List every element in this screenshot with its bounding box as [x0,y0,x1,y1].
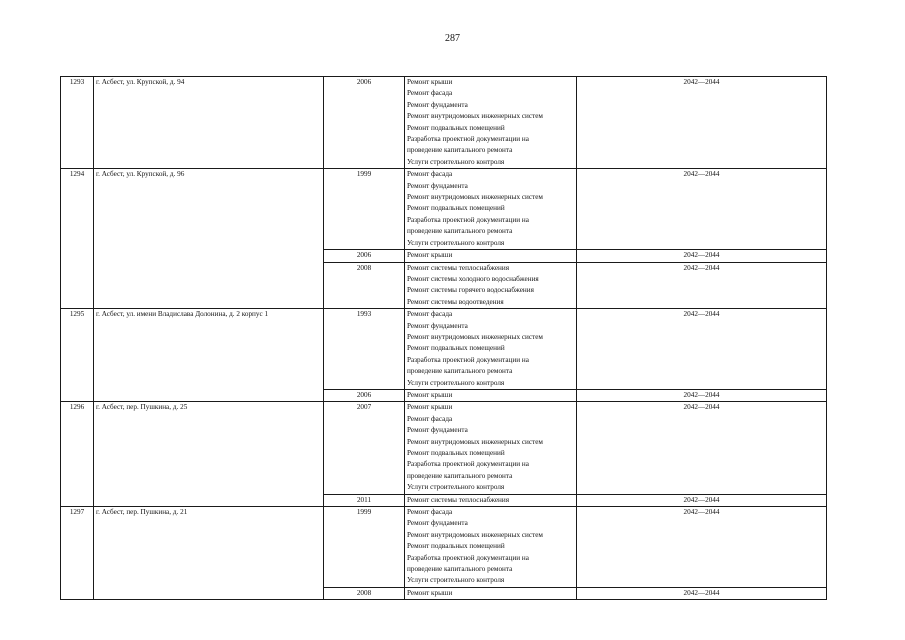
work-item: Ремонт фундамента [407,321,468,330]
work-list [405,262,577,309]
work-list [405,309,577,390]
work-item: Разработка проектной документации на [407,355,529,364]
work-item: Ремонт крыши [407,78,453,86]
table-row [61,77,827,169]
work-group-year: 2007 [324,402,405,494]
repair-period: 2042—2044 [577,77,827,169]
repair-period: 2042—2044 [577,262,827,309]
repair-period: 2042—2044 [577,494,827,506]
work-item: Ремонт подвальных помещений [407,123,505,132]
work-item: Ремонт фундамента [407,181,468,190]
record-number: 1296 [61,402,94,507]
work-item: проведение капитального ремонта [407,565,513,574]
record-address: г. Асбест, ул. Крупской, д. 96 [94,169,324,309]
work-item: Разработка проектной документации на [407,553,529,562]
table-row [61,169,827,250]
record-number: 1294 [61,169,94,309]
work-item: Ремонт системы горячего водоснабжения [407,286,534,295]
record-address: г. Асбест, ул. Крупской, д. 94 [94,77,324,169]
work-item: Ремонт подвальных помещений [407,542,505,551]
work-item: Ремонт фасада [407,310,453,319]
work-item: Ремонт фундамента [407,426,468,435]
work-item: Ремонт фасада [407,89,453,98]
work-group-year: 2008 [324,262,405,309]
work-item: проведение капитального ремонта [407,367,513,376]
work-item: Ремонт крыши [407,588,453,597]
work-item: Услуги строительного контроля [407,238,505,247]
repair-period: 2042—2044 [577,169,827,250]
work-item: Ремонт подвальных помещений [407,344,505,353]
work-group-year: 1993 [324,309,405,390]
work-group-year: 1999 [324,507,405,588]
work-item: Ремонт системы теплоснабжения [407,495,510,504]
record-address: г. Асбест, пер. Пушкина, д. 21 [94,507,324,600]
work-list [405,402,577,494]
work-item: Ремонт фундамента [407,100,468,109]
work-item: Разработка проектной документации на [407,135,529,144]
work-item: Разработка проектной документации на [407,460,529,469]
work-item: Услуги строительного контроля [407,483,505,492]
work-item: Ремонт внутридомовых инженерных систем [407,530,543,539]
work-item: Ремонт внутридомовых инженерных систем [407,193,543,202]
work-list [405,587,577,599]
work-item: проведение капитального ремонта [407,227,513,236]
work-item: Ремонт крыши [407,403,453,412]
repair-period: 2042—2044 [577,507,827,588]
work-item: Услуги строительного контроля [407,576,505,585]
work-item: Ремонт фасада [407,170,453,179]
work-item: Услуги строительного контроля [407,157,505,166]
repair-period: 2042—2044 [577,250,827,262]
work-list [405,389,577,401]
work-item: Ремонт фасада [407,508,453,517]
work-group-year: 2008 [324,587,405,599]
work-item: Ремонт крыши [407,390,453,399]
work-item: Ремонт внутридомовых инженерных систем [407,112,543,121]
repair-period: 2042—2044 [577,587,827,599]
work-list [405,507,577,588]
work-item: Ремонт фасада [407,414,453,423]
work-item: Ремонт системы теплоснабжения [407,263,510,272]
repair-period: 2042—2044 [577,389,827,401]
work-item: проведение капитального ремонта [407,146,513,155]
work-group-year: 2006 [324,77,405,169]
record-number: 1297 [61,507,94,600]
work-group-year: 2011 [324,494,405,506]
work-list [405,169,577,250]
work-list [405,77,577,169]
work-item: Ремонт внутридомовых инженерных систем [407,332,543,341]
table-body [61,77,827,600]
work-item: Ремонт подвальных помещений [407,204,505,213]
table-row [61,507,827,588]
work-group-year: 2006 [324,250,405,262]
work-item: Ремонт фундамента [407,519,468,528]
table-row [61,402,827,494]
work-item: Ремонт внутридомовых инженерных систем [407,437,543,446]
work-group-year: 1999 [324,169,405,250]
work-item: Ремонт подвальных помещений [407,449,505,457]
repair-schedule-table [60,76,827,600]
page-number: 287 [445,33,460,44]
repair-period: 2042—2044 [577,309,827,390]
record-address: г. Асбест, ул. имени Владислава Долонина, д. 2 корпус 1 [94,309,324,402]
work-item: Ремонт системы водоотведения [407,297,504,306]
work-list [405,494,577,506]
work-group-year: 2006 [324,389,405,401]
work-item: Ремонт крыши [407,251,453,260]
work-item: Ремонт системы холодного водоснабжения [407,274,539,283]
table-row [61,309,827,390]
work-item: Разработка проектной документации на [407,215,529,224]
record-number: 1295 [61,309,94,402]
work-item: проведение капитального ремонта [407,471,513,480]
work-list [405,250,577,262]
repair-period: 2042—2044 [577,402,827,494]
record-address: г. Асбест, пер. Пушкина, д. 25 [94,402,324,507]
record-number: 1293 [61,77,94,169]
work-item: Услуги строительного контроля [407,378,505,387]
